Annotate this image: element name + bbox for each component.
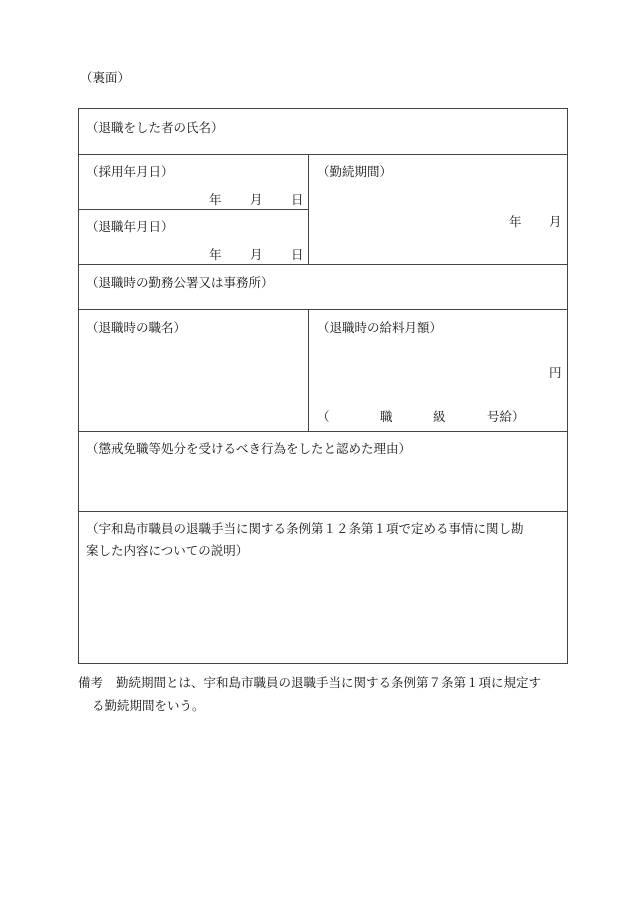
- reason-label: （懲戒免職等処分を受けるべき行為をしたと認めた理由）: [86, 441, 412, 456]
- row-divider: [79, 154, 567, 155]
- service-period-label: （勤続期間）: [317, 164, 393, 179]
- retire-date-label: （退職年月日）: [86, 219, 174, 234]
- column-divider: [308, 309, 309, 431]
- row-divider: [79, 209, 308, 210]
- hire-date-month-unit: 月: [250, 192, 263, 207]
- retire-date-month-unit: 月: [250, 247, 263, 262]
- row-divider: [79, 431, 567, 432]
- retirement-form: [78, 108, 568, 664]
- row-divider: [79, 309, 567, 310]
- note-heading: 備考: [78, 675, 104, 690]
- explanation-label-line1: （宇和島市職員の退職手当に関する条例第１２条第１項で定める事情に関し勘: [86, 521, 524, 536]
- office-label: （退職時の勤務公署又は事務所）: [86, 275, 274, 290]
- retire-date-year-unit: 年: [209, 247, 222, 262]
- page-side-label: （裏面）: [80, 70, 131, 85]
- explanation-label-line2: 案した内容についての説明）: [86, 543, 249, 558]
- hire-date-year-unit: 年: [209, 192, 222, 207]
- service-period-year-unit: 年: [509, 214, 522, 229]
- row-divider: [79, 511, 567, 512]
- row-divider: [79, 264, 567, 265]
- retire-date-day-unit: 日: [291, 247, 304, 262]
- note-line2: る勤続期間をいう。: [92, 698, 205, 713]
- salary-label: （退職時の給料月額）: [317, 320, 443, 335]
- grade-shoku: 職: [380, 409, 393, 424]
- position-label: （退職時の職名）: [86, 320, 187, 335]
- hire-date-label: （採用年月日）: [86, 164, 174, 179]
- grade-open-paren: （: [317, 409, 330, 424]
- name-label: （退職をした者の氏名）: [86, 120, 224, 135]
- service-period-month-unit: 月: [549, 214, 562, 229]
- hire-date-day-unit: 日: [291, 192, 304, 207]
- grade-gokyu: 号給）: [487, 409, 525, 424]
- note-line1: 勤続期間とは、宇和島市職員の退職手当に関する条例第７条第１項に規定す: [116, 675, 542, 690]
- column-divider: [308, 154, 309, 264]
- salary-yen-unit: 円: [549, 365, 562, 380]
- grade-kyu: 級: [433, 409, 446, 424]
